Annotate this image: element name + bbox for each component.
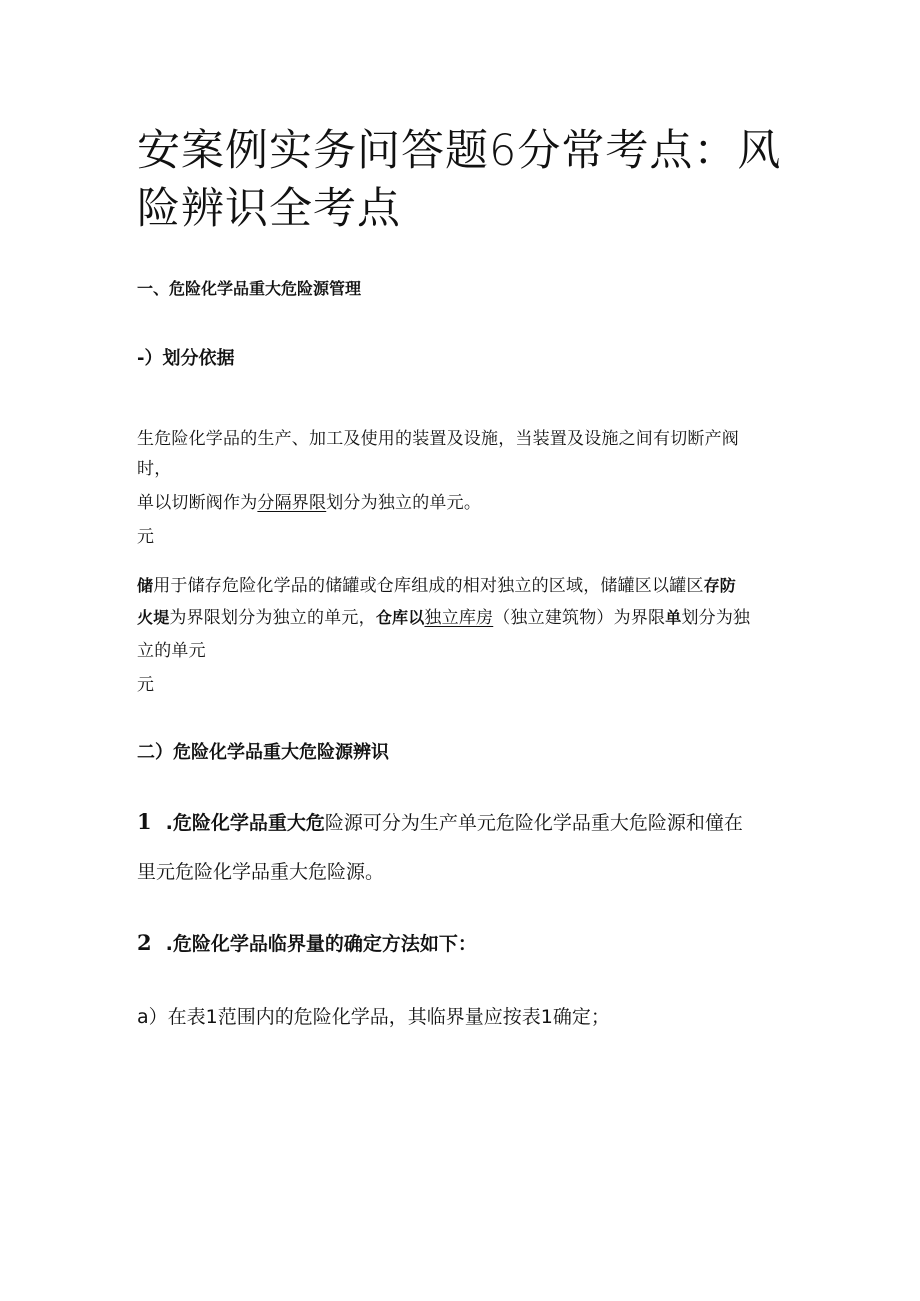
subsection-heading-1: -）划分依据 [137,348,235,369]
bold-run: .危险化学品重大危 [165,812,325,834]
bold-run: 火堤 [137,608,170,627]
paragraph-2-line-4: 元 [137,675,155,695]
underlined-term: 分隔界限 [257,493,327,513]
paragraph-1-line-3 [137,488,481,513]
text-run: 单以切断阀作为 [137,493,258,513]
paragraph-2-line-3: 立的单元 [137,641,206,661]
bold-run: 存防 [703,576,737,595]
subsection-heading-2: 二）危险化学品重大危险源辨识 [137,742,389,763]
item-3-line-1: a）在表1范围内的危险化学品，其临界量应按表1确定； [137,1006,610,1028]
text-run: 为界限划分为独立的单元， [169,608,376,628]
paragraph-2-line-2 [137,603,750,628]
text-run: .危险化学品临界量的确定方法如下： [165,933,477,955]
paragraph-1-line-4: 元 [137,527,155,547]
text-run: 用于储存危险化学品的储罐或仓库组成的相对独立的区域，储罐区以罐区 [153,576,704,596]
paragraph-1-line-2: 时， [137,459,172,479]
bold-run: 仓库以 [375,608,425,627]
item-1-line-1 [137,808,743,835]
paragraph-1-line-1: 生危险化学品的生产、加工及使用的装置及设施，当装置及设施之间有切断产阀 [137,429,739,449]
bold-run: 单 [665,608,682,627]
section-heading-1: 一、危险化学品重大危险源管理 [137,279,362,298]
item-2-line-1 [137,929,477,956]
text-run: 划分为独立的单元。 [326,493,482,513]
text-run: （独立建筑物）为界限 [493,608,666,628]
item-number: 2 [137,930,152,955]
underlined-term: 独立库房 [424,608,494,628]
bold-run: 储 [137,576,154,595]
text-run: 划分为独 [681,608,751,628]
document-title: 安案例实务问答题6分常考点：风险辨识全考点 [137,126,782,234]
paragraph-2-line-1 [137,571,736,596]
item-1-line-2: 里元危险化学品重大危险源。 [137,861,385,883]
item-number: 1 [137,809,152,834]
text-run: 险源可分为生产单元危险化学品重大危险源和僮在 [324,812,743,834]
